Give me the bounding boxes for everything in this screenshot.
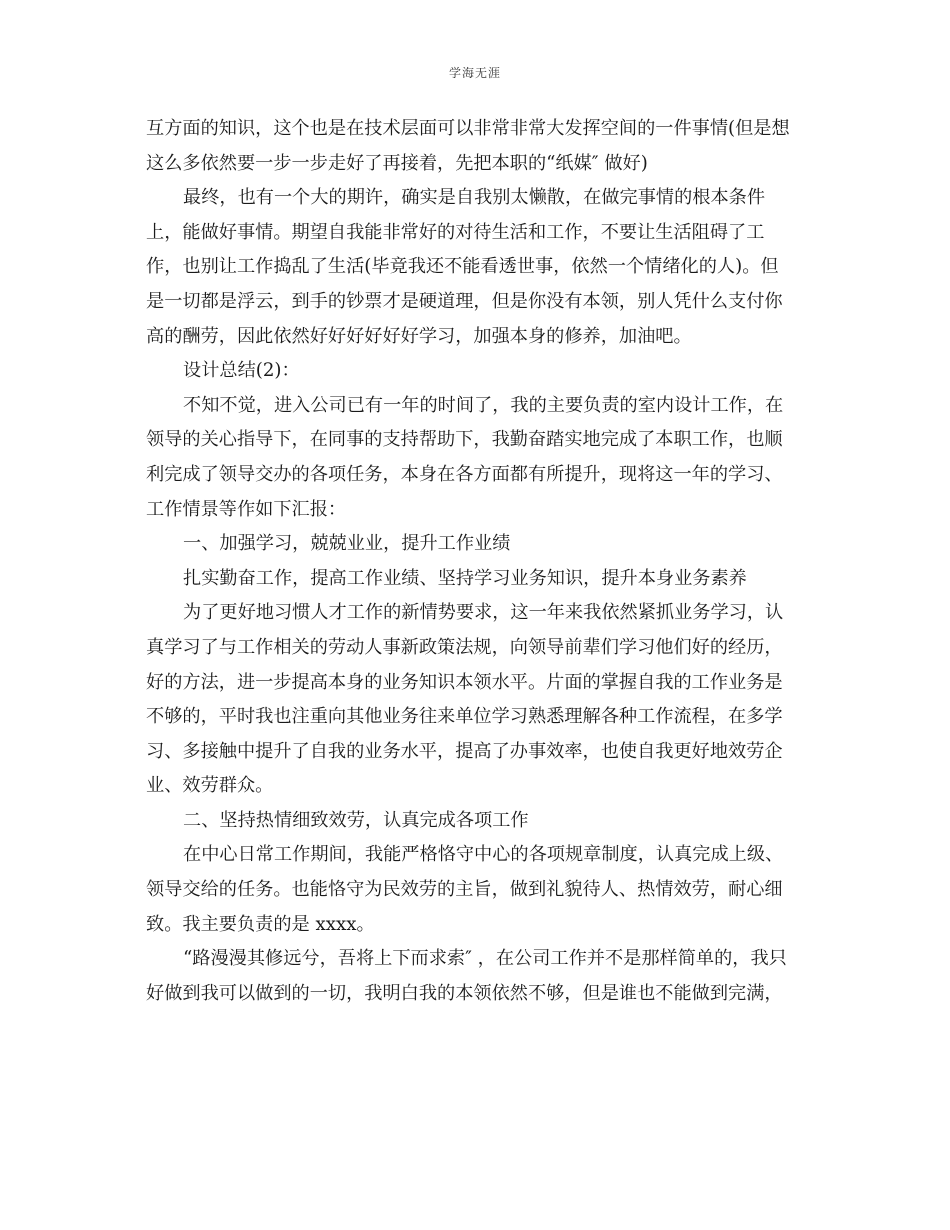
section-heading: 一、加强学习，兢兢业业，提升工作业绩 (183, 533, 511, 555)
text-line: 这么多依然要一步一步走好了再接着，先把本职的“纸媒″ 做好) (146, 152, 648, 174)
text-line: 为了更好地习惯人才工作的新情势要求，这一年来我依然紧抓业务学习，认 (183, 602, 784, 624)
text-line: 最终，也有一个大的期许，确实是自我别太懒散，在做完事情的根本条件 (183, 187, 766, 209)
text-line: 领导的关心指导下，在同事的支持帮助下，我勤奋踏实地完成了本职工作，也顺 (146, 429, 783, 451)
text-line: 上，能做好事情。期望自我能非常好的对待生活和工作，不要让生活阻碍了工 (146, 221, 765, 243)
text-line: “路漫漫其修远兮，吾将上下而求索″ ，在公司工作并不是那样简单的，我只 (183, 948, 787, 970)
text-line: 不知不觉，进入公司已有一年的时间了，我的主要负责的室内设计工作，在 (183, 394, 784, 416)
text-line: 扎实勤奋工作，提高工作业绩、坚持学习业务知识，提升本身业务素养 (183, 567, 747, 589)
page-header: 学海无涯 (448, 66, 501, 80)
text-line: 是一切都是浮云，到手的钞票才是硬道理，但是你没有本领，别人凭什么支付你 (146, 290, 783, 312)
text-line: 在中心日常工作期间，我能严格恪守中心的各项规章制度，认真完成上级、 (183, 844, 784, 866)
text-line: 致。我主要负责的是 xxxx。 (146, 913, 375, 935)
text-line: 领导交给的任务。也能恪守为民效劳的主旨，做到礼貌待人、热情效劳，耐心细 (146, 879, 783, 901)
text-line: 作，也别让工作捣乱了生活(毕竟我还不能看透世事，依然一个情绪化的人)。但 (146, 256, 779, 278)
text-line: 工作情景等作如下汇报： (146, 498, 347, 520)
text-line: 习、多接触中提升了自我的业务水平，提高了办事效率，也使自我更好地效劳企 (146, 740, 783, 762)
section-heading: 设计总结(2)： (183, 360, 300, 382)
text-line: 好做到我可以做到的一切，我明白我的本领依然不够，但是谁也不能做到完满， (146, 982, 783, 1004)
text-line: 不够的，平时我也注重向其他业务往来单位学习熟悉理解各种工作流程，在多学 (146, 706, 783, 728)
text-line: 互方面的知识，这个也是在技术层面可以非常非常大发挥空间的一件事情(但是想 (146, 118, 790, 139)
text-line: 利完成了领导交办的各项任务，本身在各方面都有所提升，现将这一年的学习、 (146, 463, 783, 485)
text-line: 好的方法，进一步提高本身的业务知识本领水平。片面的掌握自我的工作业务是 (146, 671, 783, 693)
document-body (146, 112, 806, 1011)
text-line: 真学习了与工作相关的劳动人事新政策法规，向领导前辈们学习他们好的经历， (146, 636, 783, 658)
text-line: 业、效劳群众。 (146, 775, 274, 797)
section-heading: 二、坚持热情细致效劳，认真完成各项工作 (183, 809, 529, 831)
text-line: 高的酬劳，因此依然好好好好好好学习，加强本身的修养，加油吧。 (146, 325, 692, 347)
